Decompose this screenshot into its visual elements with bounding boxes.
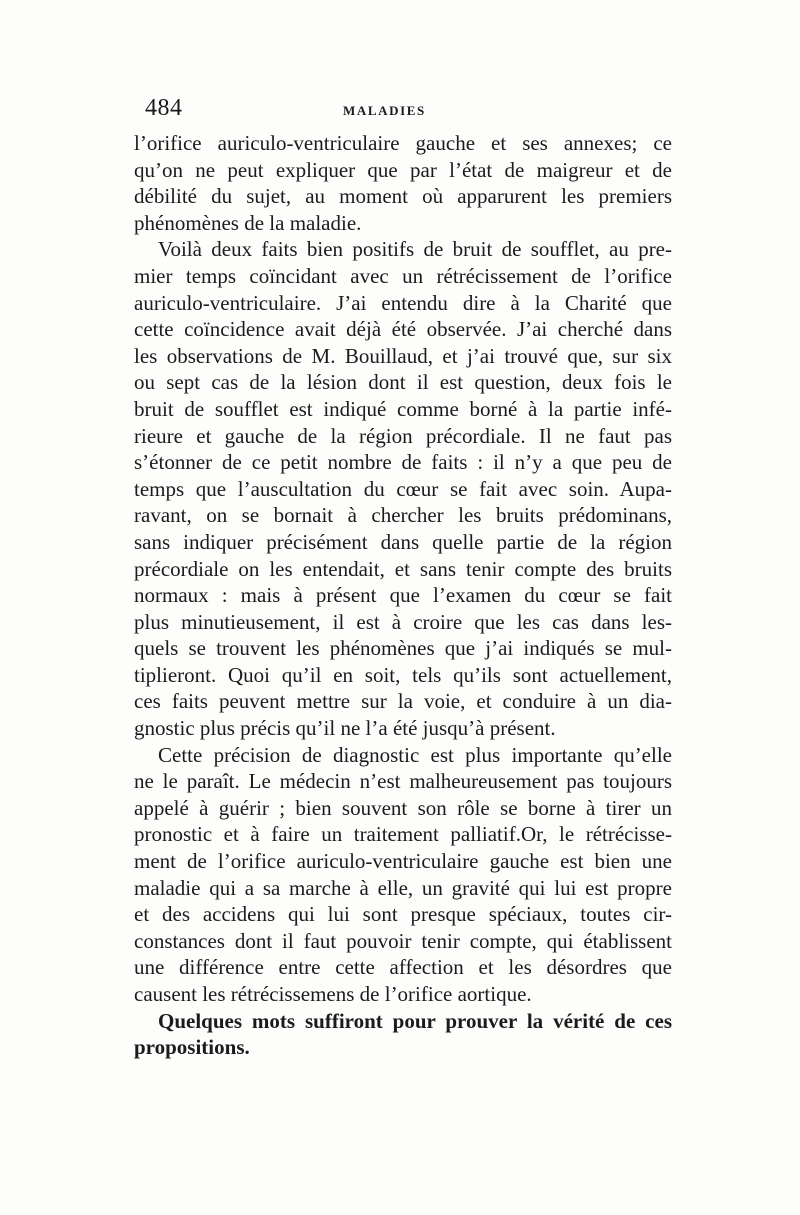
text-line: gnostic plus précis qu’il ne l’a été jusqu’à présent. <box>134 716 556 741</box>
text-line: et des accidens qui lui sont presque spéciaux, toutes cir- <box>134 902 672 927</box>
text-line: quels se trouvent les phénomènes que j’ai indiqués se mul- <box>134 636 672 661</box>
text-line: bruit de soufflet est indiqué comme borné à la partie infé- <box>134 396 672 421</box>
text-line: pronostic et à faire un traitement palliatif.Or, le rétrécisse- <box>134 822 672 847</box>
text-line: maladie qui a sa marche à elle, un gravité qui lui est propre <box>134 875 672 900</box>
text-line: sans indiquer précisément dans quelle partie de la région <box>134 529 672 554</box>
page-number: 484 <box>145 95 183 121</box>
text-line: ou sept cas de la lésion dont il est question, deux fois le <box>134 370 672 395</box>
text-line: auriculo-ventriculaire. J’ai entendu dire à la Charité que <box>134 290 672 315</box>
text-line: Cette précision de diagnostic est plus importante qu’elle <box>158 742 672 767</box>
text-line: une différence entre cette affection et les désordres que <box>134 955 672 980</box>
text-line: l’orifice auriculo-ventriculaire gauche et ses annexes; ce <box>134 131 672 155</box>
running-title: MALADIES <box>343 103 426 118</box>
text-line: phénomènes de la maladie. <box>134 210 362 235</box>
text-line: ces faits peuvent mettre sur la voie, et conduire à un dia- <box>134 689 672 714</box>
text-line: constances dont il faut pouvoir tenir compte, qui établissent <box>134 928 672 953</box>
text-line: ne le paraît. Le médecin n’est malheureusement pas toujours <box>134 769 672 794</box>
text-line: plus minutieusement, il est à croire que les cas dans les- <box>134 609 672 634</box>
text-line: débilité du sujet, au moment où apparurent les premiers <box>134 184 672 209</box>
text-line: normaux : mais à présent que l’examen du cœur se fait <box>134 583 672 608</box>
text-line: rieure et gauche de la région précordiale. Il ne faut pas <box>134 423 672 448</box>
text-line: ravant, on se bornait à chercher les bruits prédominans, <box>134 503 672 528</box>
text-line: cette coïncidence avait déjà été observée. J’ai cherché dans <box>134 317 672 342</box>
text-line: précordiale on les entendait, et sans tenir compte des bruits <box>134 556 672 581</box>
page-header <box>145 95 675 125</box>
text-line: Voilà deux faits bien positifs de bruit de soufflet, au pre- <box>158 237 672 262</box>
text-line: mier temps coïncidant avec un rétrécissement de l’orifice <box>134 263 672 288</box>
body-text <box>134 130 672 1061</box>
text-line: les observations de M. Bouillaud, et j’ai trouvé que, sur six <box>134 343 672 368</box>
text-line: Quelques mots suffiront pour prouver la vérité de ces <box>158 1008 672 1033</box>
text-line: s’étonner de ce petit nombre de faits : il n’y a que peu de <box>134 450 672 475</box>
text-line: temps que l’auscultation du cœur se fait avec soin. Aupa- <box>134 476 672 501</box>
text-line: qu’on ne peut expliquer que par l’état de maigreur et de <box>134 157 672 182</box>
text-line: tiplieront. Quoi qu’il en soit, tels qu’ils sont actuellement, <box>134 662 672 687</box>
text-line: propositions. <box>134 1035 250 1060</box>
text-line: appelé à guérir ; bien souvent son rôle se borne à tirer un <box>134 795 672 820</box>
text-line: causent les rétrécissemens de l’orifice aortique. <box>134 982 532 1006</box>
text-line: ment de l’orifice auriculo-ventriculaire gauche est bien une <box>134 849 672 874</box>
